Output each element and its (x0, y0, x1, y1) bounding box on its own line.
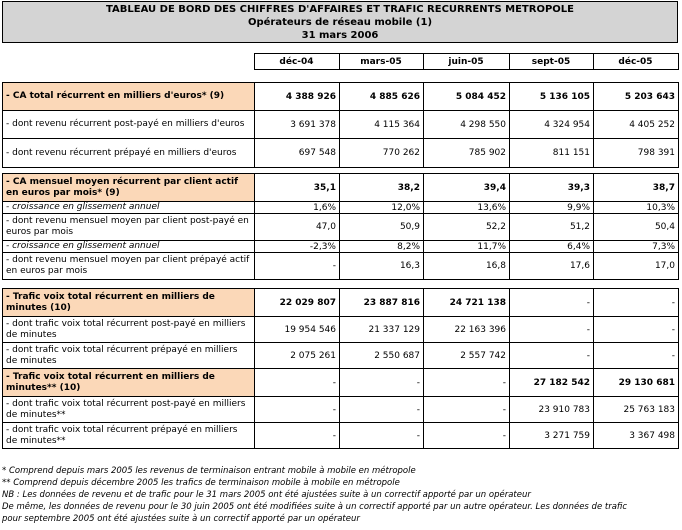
table-row (3, 139, 679, 168)
cell-value: 23 887 816 (340, 289, 424, 317)
cell-value: - (424, 397, 510, 423)
cell-value: 3 367 498 (594, 423, 679, 449)
cell-value: 16,3 (340, 253, 424, 280)
cell-value: 5 084 452 (424, 83, 510, 111)
cell-value: 4 405 252 (594, 111, 679, 139)
cell-value: 25 763 183 (594, 397, 679, 423)
title-line-1: TABLEAU DE BORD DES CHIFFRES D'AFFAIRES ET TRAFIC RECURRENTS METROPOLE (106, 4, 574, 15)
header-spacer (2, 54, 254, 70)
cell-value: 2 557 742 (424, 343, 510, 369)
cell-value: 17,0 (594, 253, 679, 280)
row-label: - dont trafic voix total récurrent post-payé en milliers de minutes (3, 317, 255, 343)
row-label: - dont revenu mensuel moyen par client post-payé en euros par mois (3, 214, 255, 241)
cell-value: 5 136 105 (510, 83, 594, 111)
cell-value: 23 910 783 (510, 397, 594, 423)
cell-value: 4 298 550 (424, 111, 510, 139)
row-label: - CA total récurrent en milliers d'euros* (9) (3, 83, 255, 111)
cell-value: - (255, 369, 340, 397)
cell-value: 50,9 (340, 214, 424, 241)
row-label: - dont revenu récurrent post-payé en milliers d'euros (3, 111, 255, 139)
column-header: sept-05 (509, 54, 593, 70)
cell-value: 12,0% (340, 202, 424, 214)
footnote: pour septembre 2005 ont été ajustées suite à un correctif apporté par un opérateur (2, 514, 360, 524)
table-row (3, 241, 679, 253)
cell-value: 21 337 129 (340, 317, 424, 343)
cell-value: 785 902 (424, 139, 510, 168)
table-row (3, 369, 679, 397)
cell-value: 38,7 (594, 174, 679, 202)
row-label: - dont revenu mensuel moyen par client prépayé actif en euros par mois (3, 253, 255, 280)
table-row (3, 317, 679, 343)
cell-value: - (255, 397, 340, 423)
cell-value: 7,3% (594, 241, 679, 253)
cell-value: 22 029 807 (255, 289, 340, 317)
cell-value: 38,2 (340, 174, 424, 202)
column-header: déc-05 (593, 54, 678, 70)
cell-value: - (510, 289, 594, 317)
cell-value: 10,3% (594, 202, 679, 214)
cell-value: 6,4% (510, 241, 594, 253)
cell-value: 3 691 378 (255, 111, 340, 139)
footnote: * Comprend depuis mars 2005 les revenus de terminaison entrant mobile à mobile en métropole (2, 466, 416, 476)
table-row (3, 289, 679, 317)
cell-value: 2 075 261 (255, 343, 340, 369)
title-line-3: 31 mars 2006 (301, 30, 379, 41)
revenue-per-client-table (2, 173, 679, 280)
cell-value: 4 885 626 (340, 83, 424, 111)
cell-value: 798 391 (594, 139, 679, 168)
cell-value: - (340, 369, 424, 397)
cell-value: - (255, 253, 340, 280)
cell-value: 22 163 396 (424, 317, 510, 343)
cell-value: 17,6 (510, 253, 594, 280)
table-row (3, 343, 679, 369)
cell-value: 39,3 (510, 174, 594, 202)
cell-value: 5 203 643 (594, 83, 679, 111)
cell-value: - (594, 343, 679, 369)
cell-value: -2,3% (255, 241, 340, 253)
cell-value: 24 721 138 (424, 289, 510, 317)
cell-value: - (255, 423, 340, 449)
cell-value: - (510, 343, 594, 369)
row-label: - dont revenu récurrent prépayé en milliers d'euros (3, 139, 255, 168)
voice-traffic-table (2, 288, 679, 449)
cell-value: 4 388 926 (255, 83, 340, 111)
revenue-total-table (2, 82, 679, 168)
column-header: juin-05 (423, 54, 509, 70)
table-row (3, 397, 679, 423)
table-row (3, 111, 679, 139)
cell-value: 1,6% (255, 202, 340, 214)
cell-value: 35,1 (255, 174, 340, 202)
row-label: - dont trafic voix total récurrent prépayé en milliers de minutes** (3, 423, 255, 449)
cell-value: 50,4 (594, 214, 679, 241)
row-label: - croissance en glissement annuel (3, 241, 255, 253)
cell-value: - (424, 423, 510, 449)
cell-value: - (340, 423, 424, 449)
report-title (2, 1, 678, 43)
table-row (3, 423, 679, 449)
footnote: De même, les données de revenu pour le 30 juin 2005 ont été modifiées suite à un correctif apporté par un autre opérateur. Les données de trafic (2, 502, 628, 512)
footnotes (2, 465, 680, 525)
cell-value: 51,2 (510, 214, 594, 241)
cell-value: 4 324 954 (510, 111, 594, 139)
cell-value: 9,9% (510, 202, 594, 214)
table-row (3, 83, 679, 111)
cell-value: 8,2% (340, 241, 424, 253)
title-line-2: Opérateurs de réseau mobile (1) (247, 17, 433, 28)
cell-value: - (424, 369, 510, 397)
cell-value: 13,6% (424, 202, 510, 214)
cell-value: 19 954 546 (255, 317, 340, 343)
cell-value: 2 550 687 (340, 343, 424, 369)
cell-value: 27 182 542 (510, 369, 594, 397)
cell-value: 11,7% (424, 241, 510, 253)
row-label: - Trafic voix total récurrent en milliers de minutes** (10) (3, 369, 255, 397)
cell-value: - (510, 317, 594, 343)
column-header: mars-05 (339, 54, 423, 70)
cell-value: 16,8 (424, 253, 510, 280)
table-row (3, 214, 679, 241)
table-row (3, 202, 679, 214)
cell-value: 52,2 (424, 214, 510, 241)
footnote: NB : Les données de revenu et de trafic pour le 31 mars 2005 ont été ajustées suite à un correctif apporté par un opérateur (2, 490, 531, 500)
table-row (3, 253, 679, 280)
row-label: - dont trafic voix total récurrent prépayé en milliers de minutes (3, 343, 255, 369)
row-label: - croissance en glissement annuel (3, 202, 255, 214)
cell-value: 770 262 (340, 139, 424, 168)
row-label: - CA mensuel moyen récurrent par client actif en euros par mois* (9) (3, 174, 255, 202)
cell-value: 3 271 759 (510, 423, 594, 449)
cell-value: 47,0 (255, 214, 340, 241)
row-label: - Trafic voix total récurrent en milliers de minutes (10) (3, 289, 255, 317)
cell-value: 29 130 681 (594, 369, 679, 397)
cell-value: 811 151 (510, 139, 594, 168)
cell-value: - (340, 397, 424, 423)
footnote: ** Comprend depuis décembre 2005 les trafics de terminaison mobile à mobile en métropole (2, 478, 400, 488)
cell-value: - (594, 289, 679, 317)
row-label: - dont trafic voix total récurrent post-payé en milliers de minutes** (3, 397, 255, 423)
column-header-table (2, 53, 679, 70)
cell-value: - (594, 317, 679, 343)
cell-value: 39,4 (424, 174, 510, 202)
cell-value: 4 115 364 (340, 111, 424, 139)
cell-value: 697 548 (255, 139, 340, 168)
table-row (3, 174, 679, 202)
column-header: déc-04 (254, 54, 339, 70)
